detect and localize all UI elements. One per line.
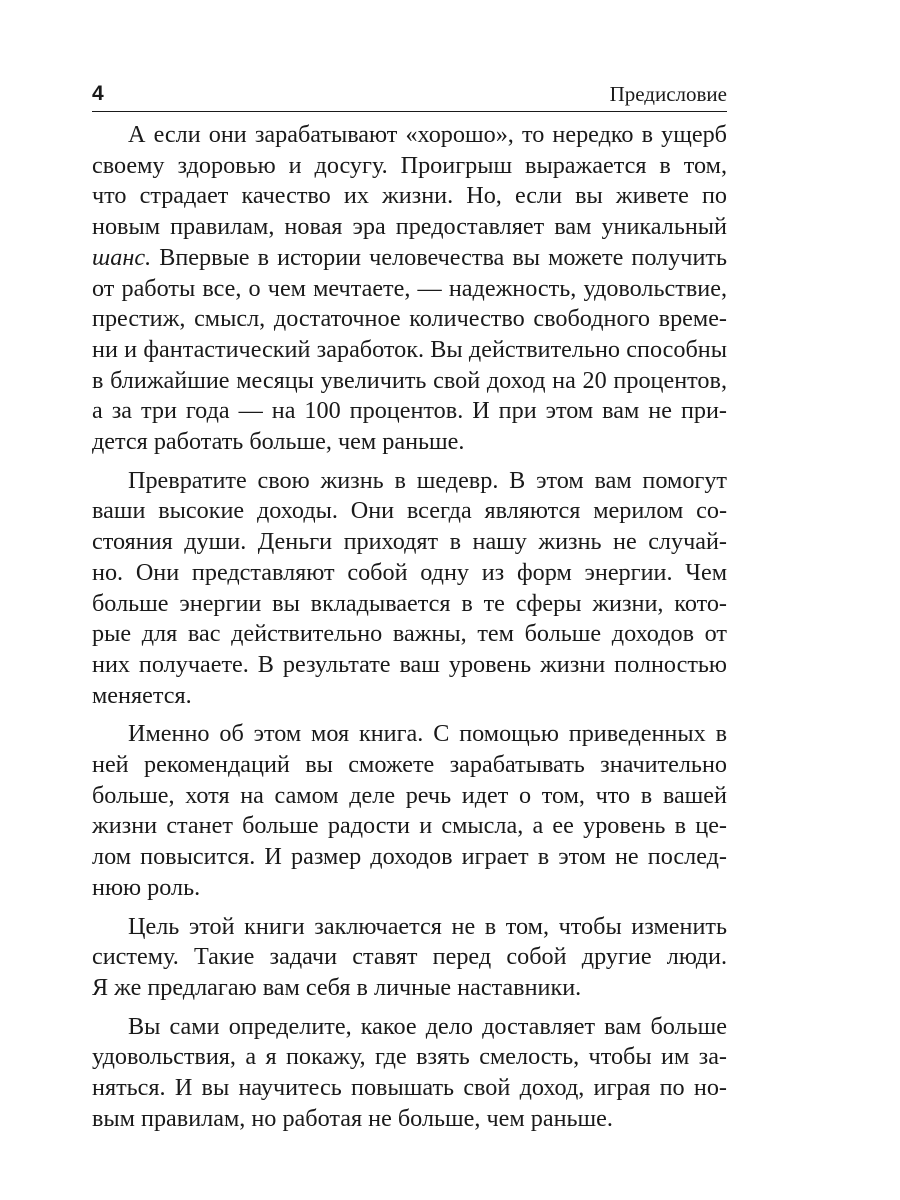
running-header xyxy=(92,81,727,112)
text-line: престиж, смысл, достаточное количество свободного време- xyxy=(92,305,727,333)
text-line: Вы сами определите, какое дело доставляет вам больше xyxy=(128,1012,727,1040)
italic-word: шанс. xyxy=(92,243,152,271)
text-line: А если они зарабатывают «хорошо», то нередко в ущерб xyxy=(128,121,727,148)
paragraph xyxy=(92,912,727,1004)
text-line: нюю роль. xyxy=(92,873,201,901)
text-line xyxy=(92,243,727,274)
text-line: новым правилам, новая эра предоставляет вам уникальный xyxy=(92,213,727,241)
text-line: в ближайшие месяцы увеличить свой доход на 20 процентов, xyxy=(92,366,727,394)
text-line: своему здоровью и досугу. Проигрыш выражается в том, xyxy=(92,151,727,179)
paragraph xyxy=(92,1012,727,1135)
text-line: стояния души. Деньги приходят в нашу жизнь не случай- xyxy=(92,528,727,556)
page-number: 4 xyxy=(92,82,104,105)
text-line: ваши высокие доходы. Они всегда являются мерилом со- xyxy=(92,497,727,525)
text-line: вым правилам, но работая не больше, чем раньше. xyxy=(92,1104,613,1132)
text-line: жизни станет больше радости и смысла, а ее уровень в це- xyxy=(92,812,727,840)
body-text xyxy=(92,120,727,1143)
text-line: ни и фантастический заработок. Вы действительно способны xyxy=(92,335,727,363)
section-title: Предисловие xyxy=(609,82,727,106)
text-line: от работы все, о чем мечтаете, — надежность, удовольствие, xyxy=(92,274,727,302)
paragraph xyxy=(92,466,727,712)
paragraph xyxy=(92,719,727,903)
text-line: Превратите свою жизнь в шедевр. В этом вам помогут xyxy=(128,466,727,494)
text-line: ней рекомендаций вы сможете зарабатывать значительно xyxy=(92,751,727,779)
text-line: Цель этой книги заключается не в том, чтобы изменить xyxy=(128,912,727,940)
text-line: них получаете. В результате ваш уровень жизни полностью xyxy=(92,650,727,678)
text-line: дется работать больше, чем раньше. xyxy=(92,428,465,456)
text-line: няться. И вы научитесь повышать свой доход, играя по но- xyxy=(92,1074,727,1102)
line-rest: Впервые в истории человечества вы можете получить xyxy=(151,243,727,271)
text-line: больше энергии вы вкладывается в те сферы жизни, кото- xyxy=(92,589,727,617)
text-line: но. Они представляют собой одну из форм энергии. Чем xyxy=(92,558,727,586)
text-line: Именно об этом моя книга. С помощью приведенных в xyxy=(128,720,727,748)
text-line: меняется. xyxy=(92,681,192,709)
text-line: лом повысится. И размер доходов играет в этом не послед- xyxy=(92,843,727,871)
text-line: а за три года — на 100 процентов. И при этом вам не при- xyxy=(92,397,727,425)
text-line: систему. Такие задачи ставят перед собой другие люди. xyxy=(92,943,727,971)
text-line: что страдает качество их жизни. Но, если вы живете по xyxy=(92,182,727,210)
paragraph xyxy=(92,120,727,458)
text-line: больше, хотя на самом деле речь идет о том, что в вашей xyxy=(92,781,727,809)
text-line: Я же предлагаю вам себя в личные наставники. xyxy=(92,973,582,1001)
text-line: удовольствия, а я покажу, где взять смелость, чтобы им за- xyxy=(92,1043,727,1071)
text-line: рые для вас действительно важны, тем больше доходов от xyxy=(92,620,727,648)
